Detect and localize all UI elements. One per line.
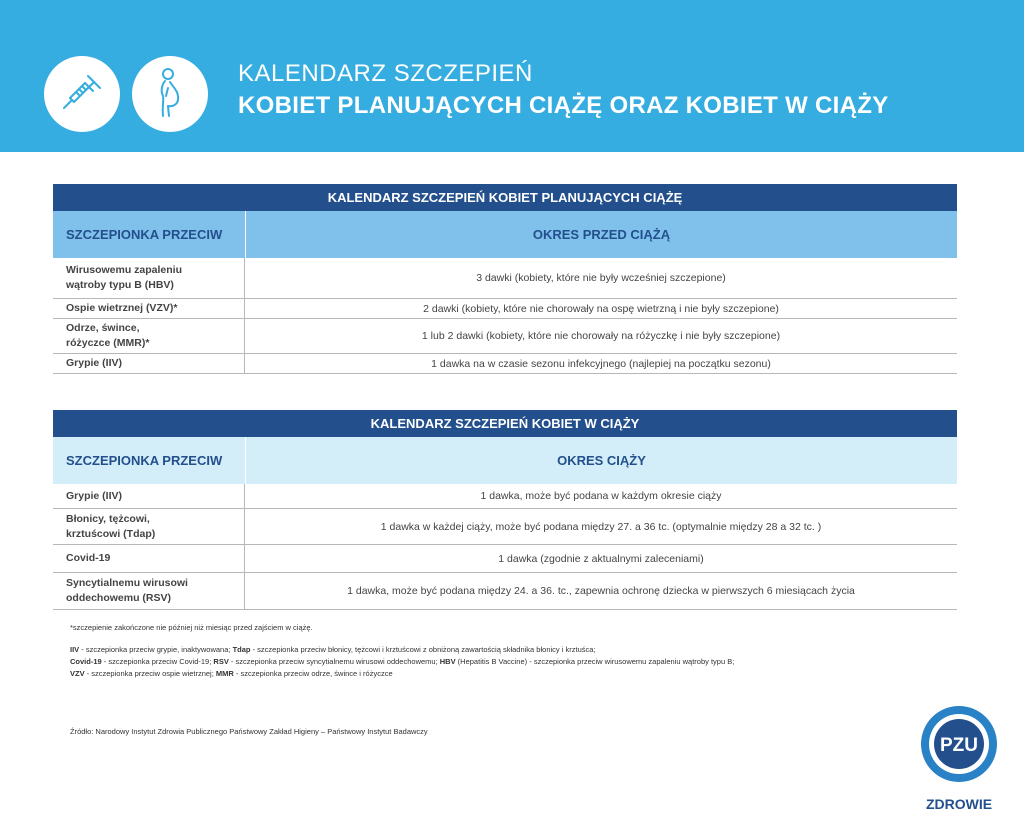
table-pregnancy: [53, 410, 957, 610]
table-planning-pregnancy: [53, 184, 957, 374]
period-cell: 1 dawka, może być podana w każdym okresie ciąży: [480, 490, 722, 502]
vaccine-cell: Wirusowemu zapaleniu wątroby typu B (HBV): [53, 258, 245, 298]
period-cell: 1 dawka, może być podana między 24. a 36. tc., zapewnia ochronę dziecka w pierwszych 6 miesiącach życia: [347, 585, 855, 597]
table-row: [53, 545, 957, 573]
abbreviation-description: - szczepionka przeciw ospie wietrznej;: [84, 669, 216, 678]
brand-label: ZDROWIE: [925, 796, 993, 812]
abbreviation-description: (Hepatitis B Vaccine) - szczepionka przeciw wirusowemu zapaleniu wątroby typu B;: [455, 657, 735, 666]
table-row: [53, 299, 957, 319]
period-cell: 1 dawka (zgodnie z aktualnymi zaleceniami): [498, 552, 704, 565]
page-title-line1: KALENDARZ SZCZEPIEŃ: [238, 60, 533, 87]
vaccine-cell: Odrze, śwince, różyczce (MMR)*: [53, 319, 245, 353]
table-row: [53, 354, 957, 374]
pzu-logo-mark: PZU: [940, 735, 978, 756]
abbreviation-line: [70, 656, 734, 668]
table-row: [53, 509, 957, 545]
period-cell: 2 dawki (kobiety, które nie chorowały na ospę wietrzną i nie były szczepione): [423, 302, 779, 315]
header-banner: [0, 0, 1024, 152]
abbreviation-description: - szczepionka przeciw syncytialnemu wirusowi oddechowemu;: [228, 657, 440, 666]
pregnant-woman-icon: [150, 66, 190, 122]
abbreviation-term: HBV: [439, 657, 456, 666]
period-cell: 3 dawki (kobiety, które nie były wcześniej szczepione): [476, 272, 726, 284]
column-header-vaccine: SZCZEPIONKA PRZECIW: [66, 227, 223, 242]
syringe-badge: [44, 56, 120, 132]
table-row: [53, 573, 957, 610]
table-header-row: [53, 211, 957, 258]
abbreviation-description: - szczepionka przeciw Covid-19;: [101, 657, 214, 666]
vaccine-cell: Grypie (IIV): [53, 354, 245, 373]
abbreviation-term: IIV: [70, 645, 80, 654]
abbreviation-term: VZV: [70, 669, 85, 678]
vaccine-cell: Covid-19: [53, 545, 245, 572]
table-row: [53, 258, 957, 299]
abbreviation-description: - szczepionka przeciw błonicy, tężcowi i krztuścowi z obniżoną zawartością składnika błonicy i krztuśca;: [250, 645, 596, 654]
syringe-icon: [58, 70, 106, 118]
table-title: KALENDARZ SZCZEPIEŃ KOBIET PLANUJĄCYCH CIĄŻĘ: [53, 184, 957, 211]
period-cell: 1 dawka na w czasie sezonu infekcyjnego (najlepiej na początku sezonu): [431, 357, 771, 370]
pregnancy-badge: [132, 56, 208, 132]
footnote: *szczepienie zakończone nie później niż miesiąc przed zajściem w ciążę.: [70, 623, 313, 632]
column-header-period: OKRES PRZED CIĄŻĄ: [245, 211, 957, 258]
table-row: [53, 484, 957, 509]
abbreviation-description: - szczepionka przeciw odrze, śwince i różyczce: [233, 669, 393, 678]
column-header-period: OKRES CIĄŻY: [245, 437, 957, 484]
source-note: Źródło: Narodowy Instytut Zdrowia Publicznego Państwowy Zakład Higieny – Państwowy Instytut Badawczy: [70, 727, 428, 736]
vaccine-cell: Błonicy, tężcowi, krztuścowi (Tdap): [53, 509, 245, 544]
abbreviation-description: - szczepionka przeciw grypie, inaktywowana;: [79, 645, 233, 654]
abbreviation-term: Tdap: [232, 645, 251, 654]
abbreviation-line: [70, 668, 734, 680]
column-header-vaccine: SZCZEPIONKA PRZECIW: [66, 453, 223, 468]
abbreviation-term: Covid-19: [70, 657, 102, 666]
vaccine-cell: Grypie (IIV): [53, 484, 245, 508]
abbreviation-line: [70, 644, 734, 656]
abbreviations-legend: [70, 644, 734, 680]
abbreviation-term: MMR: [215, 669, 234, 678]
table-row: [53, 319, 957, 354]
table-header-row: [53, 437, 957, 484]
page-title-line2: KOBIET PLANUJĄCYCH CIĄŻĘ ORAZ KOBIET W CIĄŻY: [238, 92, 889, 119]
vaccine-cell: Ospie wietrznej (VZV)*: [53, 299, 245, 318]
table-title: KALENDARZ SZCZEPIEŃ KOBIET W CIĄŻY: [53, 410, 957, 437]
abbreviation-term: RSV: [213, 657, 229, 666]
pzu-logo: [919, 704, 999, 784]
period-cell: 1 lub 2 dawki (kobiety, które nie chorowały na różyczkę i nie były szczepione): [421, 330, 781, 342]
period-cell: 1 dawka w każdej ciąży, może być podana między 27. a 36 tc. (optymalnie między 28 a 32 tc. ): [380, 520, 822, 533]
vaccine-cell: Syncytialnemu wirusowi oddechowemu (RSV): [53, 573, 245, 609]
